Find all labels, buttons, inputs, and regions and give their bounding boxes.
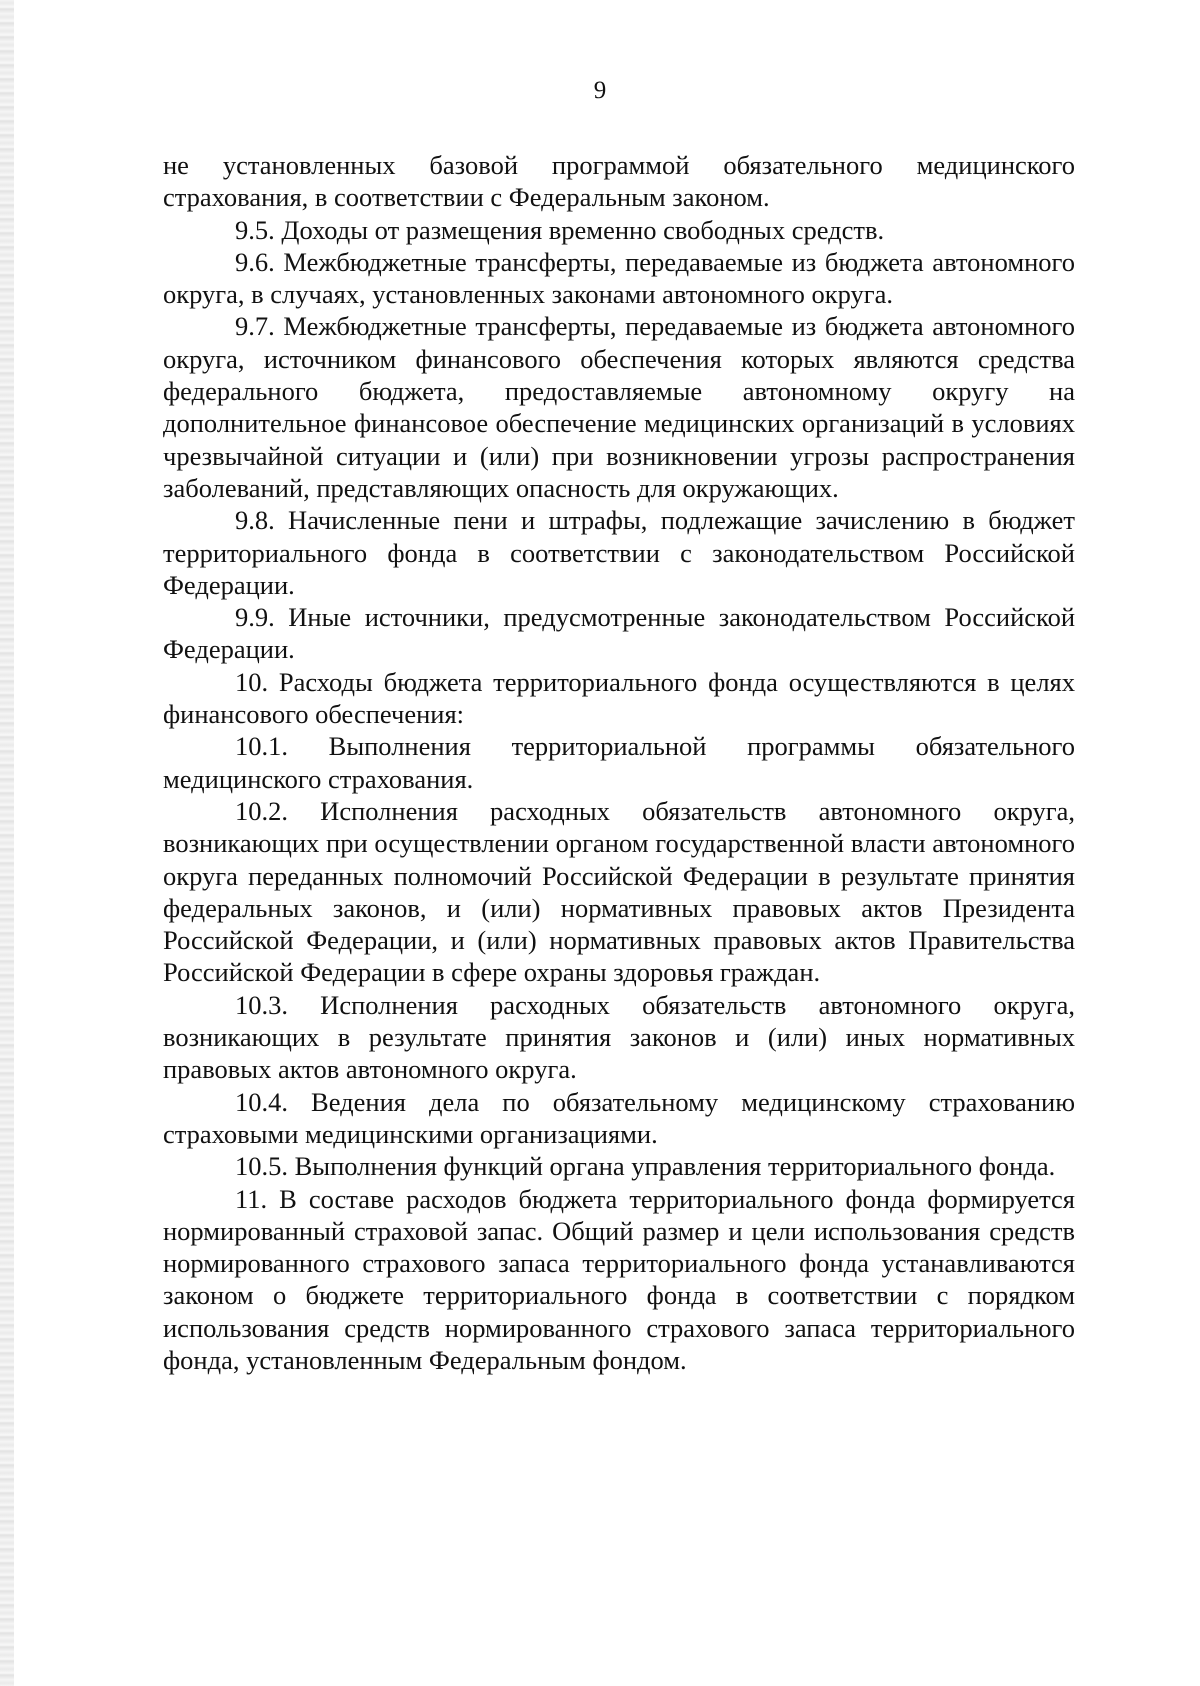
paragraph-9-5: 9.5. Доходы от размещения временно свободных средств. (235, 214, 885, 245)
paragraph-10-3: 10.3. Исполнения расходных обязательств автономного округа, возникающих в результате принятия законов и (или) иных нормативных правовых актов автономного округа. (163, 989, 1075, 1085)
paragraph-9-7: 9.7. Межбюджетные трансферты, передаваемые из бюджета автономного округа, источником финансового обеспечения которых являются средства федерального бюджета, предоставляемые автономному округу на дополнительное финансовое обеспечение медицинских организаций в условиях чрезвычайной ситуации и (или) при возникновении угрозы распространения заболеваний, представляющих опасность для окружающих. (163, 311, 1075, 503)
page-number: 9 (593, 77, 607, 104)
paragraph-10-5: 10.5. Выполнения функций органа управления территориального фонда. (235, 1151, 1056, 1182)
paragraph-10-1: 10.1. Выполнения территориальной программы обязательного медицинского страхования. (163, 731, 1075, 794)
paragraph-11: 11. В составе расходов бюджета территориального фонда формируется нормированный страховой запас. Общий размер и цели использования средств нормированного страхового запаса территориального фонда устанавливаются законом о бюджете территориального фонда в соответствии с порядком использования средств нормированного страхового запаса территориального фонда, установленным Федеральным фондом. (163, 1183, 1075, 1375)
paragraph-9-4-continuation: не установленных базовой программой обязательного медицинского страхования, в соответствии с Федеральным законом. (163, 150, 1075, 213)
paragraph-9-9: 9.9. Иные источники, предусмотренные законодательством Российской Федерации. (163, 602, 1075, 665)
paragraph-9-8: 9.8. Начисленные пени и штрафы, подлежащие зачислению в бюджет территориального фонда в соответствии с законодательством Российской Федерации. (163, 505, 1075, 600)
paragraph-9-6: 9.6. Межбюджетные трансферты, передаваемые из бюджета автономного округа, в случаях, установленных законами автономного округа. (163, 246, 1075, 310)
paragraph-10: 10. Расходы бюджета территориального фонда осуществляются в целях финансового обеспечения: (163, 666, 1075, 730)
document-body (163, 149, 1075, 1376)
paragraph-10-2: 10.2. Исполнения расходных обязательств автономного округа, возникающих при осуществлении органом государственной власти автономного округа переданных полномочий Российской Федерации в результате принятия федеральных законов, и (или) нормативных правовых актов Президента Российской Федерации, и (или) нормативных правовых актов Правительства Российской Федерации в сфере охраны здоровья граждан. (163, 795, 1075, 988)
scan-edge (0, 0, 14, 1686)
paragraph-10-4: 10.4. Ведения дела по обязательному медицинскому страхованию страховыми медицинскими организациями. (163, 1086, 1075, 1149)
